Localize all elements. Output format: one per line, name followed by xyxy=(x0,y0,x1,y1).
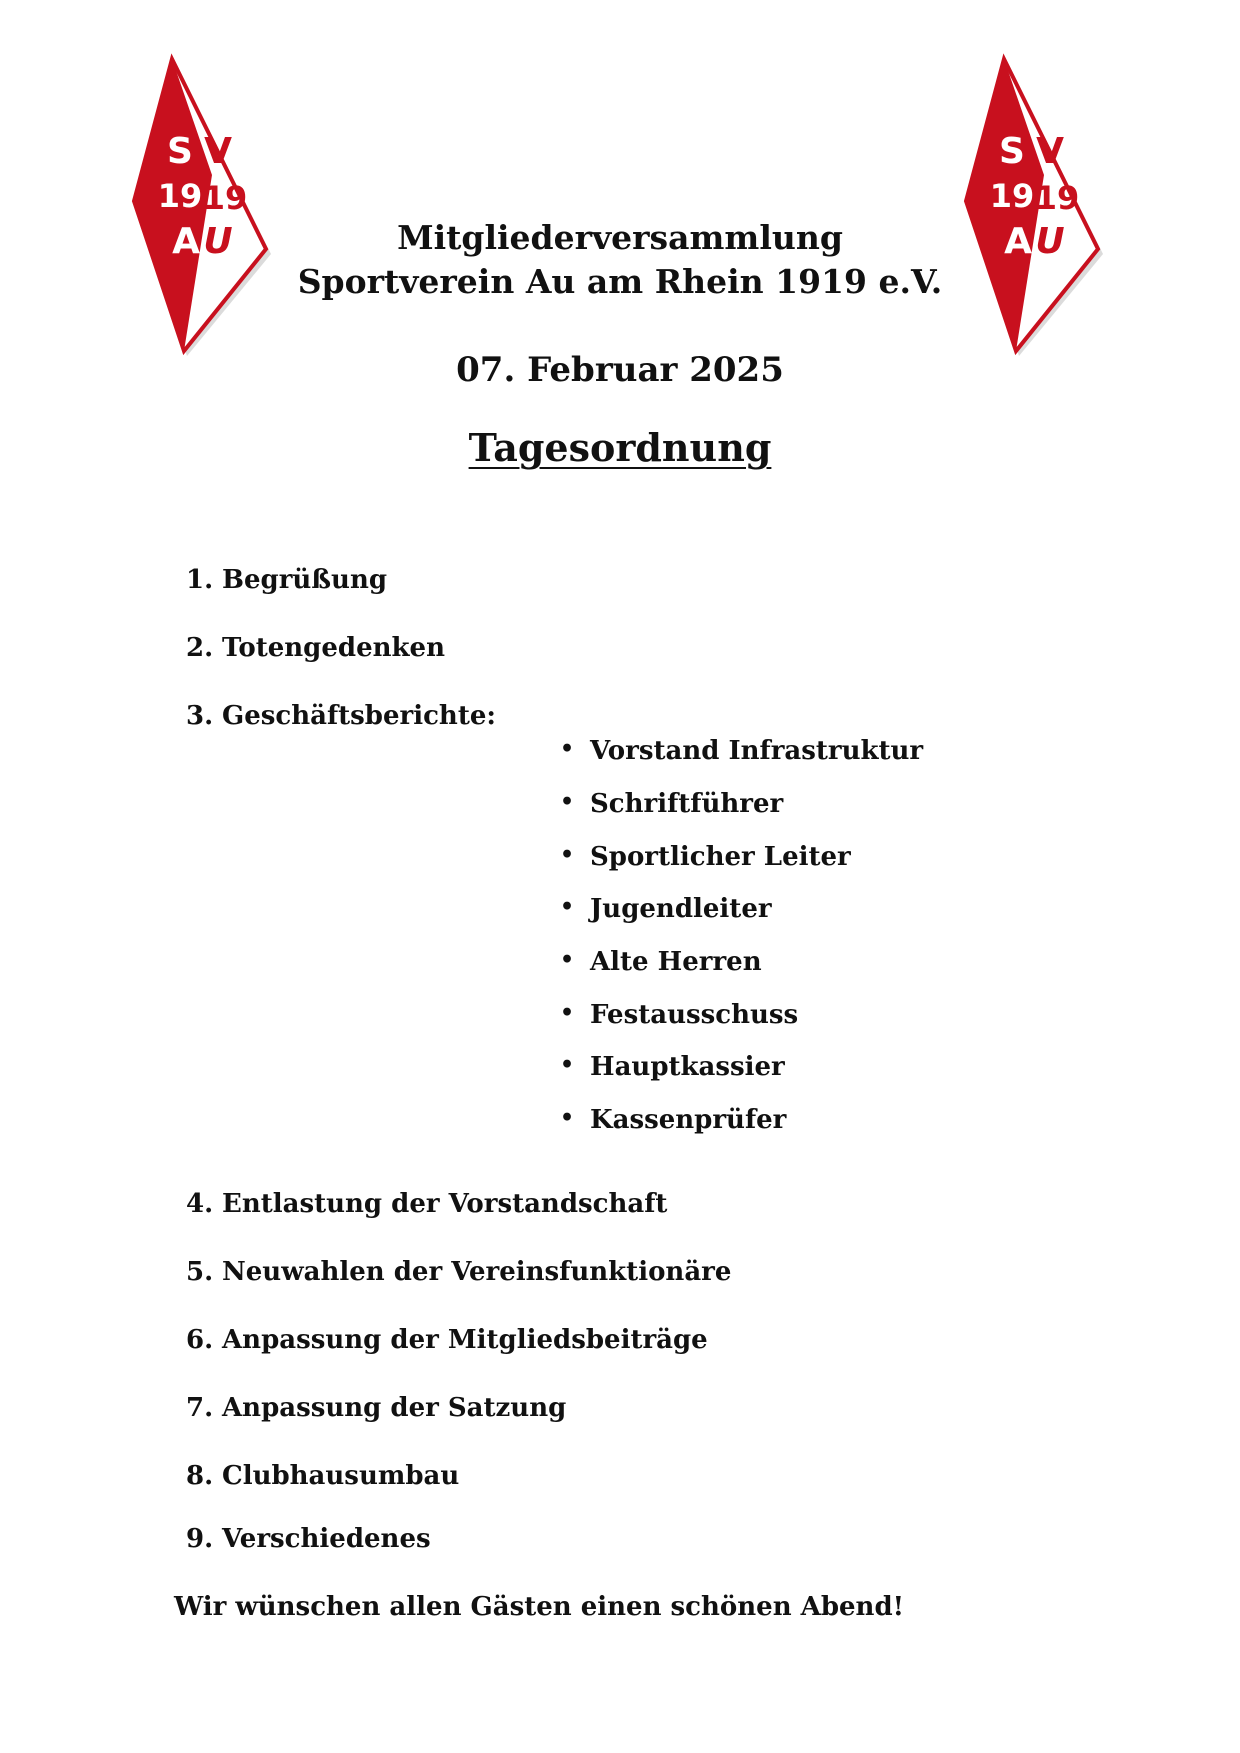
agenda-item xyxy=(186,633,445,663)
agenda-item xyxy=(186,1524,431,1554)
agenda-item-label: Anpassung der Mitgliedsbeiträge xyxy=(222,1325,708,1355)
meeting-date: 07. Februar 2025 xyxy=(456,350,784,390)
agenda-item-label: Neuwahlen der Vereinsfunktionäre xyxy=(222,1257,732,1287)
report-list-label: Kassenprüfer xyxy=(590,1105,787,1135)
agenda-item xyxy=(186,1189,667,1219)
logo-year-right: 19 xyxy=(202,179,248,217)
agenda-item-number: 5. xyxy=(186,1257,214,1287)
agenda-item-number: 6. xyxy=(186,1325,214,1355)
bullet-icon: • xyxy=(560,1052,575,1078)
logo-year-left: 19 xyxy=(157,177,203,215)
agenda-item-number: 2. xyxy=(186,633,214,663)
agenda-item-label: Verschiedenes xyxy=(222,1524,431,1554)
agenda-item-label: Entlastung der Vorstandschaft xyxy=(222,1189,668,1219)
bullet-icon: • xyxy=(560,1105,575,1131)
agenda-item xyxy=(186,1461,459,1491)
logo-letter-a: A xyxy=(1004,221,1032,262)
agenda-item-number: 8. xyxy=(186,1461,214,1491)
club-logo-emblem-left xyxy=(128,55,288,355)
report-list-label: Hauptkassier xyxy=(590,1052,785,1082)
club-name: Sportverein Au am Rhein 1919 e.V. xyxy=(297,262,943,301)
agenda-item xyxy=(186,565,387,595)
report-list-label: Festausschuss xyxy=(590,1000,799,1030)
agenda-item xyxy=(186,701,496,731)
club-logo-left xyxy=(128,55,288,355)
agenda-item-label: Totengedenken xyxy=(222,633,445,663)
bullet-icon: • xyxy=(560,789,575,815)
club-logo-right xyxy=(960,55,1120,355)
agenda-item xyxy=(186,1393,566,1423)
agenda-item-number: 4. xyxy=(186,1189,214,1219)
agenda-item-label: Geschäftsberichte: xyxy=(222,701,496,731)
bullet-icon: • xyxy=(560,736,575,762)
report-list-label: Vorstand Infrastruktur xyxy=(590,736,924,766)
agenda-item-label: Begrüßung xyxy=(222,565,388,595)
report-list-label: Schriftführer xyxy=(590,789,784,819)
meeting-title: Mitgliederversammlung xyxy=(397,218,843,257)
logo-letter-v: V xyxy=(204,131,232,172)
logo-letter-u: U xyxy=(203,221,233,262)
report-list-label: Sportlicher Leiter xyxy=(590,842,851,872)
logo-year-right: 19 xyxy=(1034,179,1080,217)
bullet-icon: • xyxy=(560,894,575,920)
bullet-icon: • xyxy=(560,947,575,973)
bullet-icon: • xyxy=(560,842,575,868)
agenda-item xyxy=(186,1257,731,1287)
logo-letter-u: U xyxy=(1035,221,1065,262)
agenda-item-number: 1. xyxy=(186,565,214,595)
closing-message: Wir wünschen allen Gästen einen schönen Abend! xyxy=(174,1592,905,1622)
agenda-item-label: Anpassung der Satzung xyxy=(222,1393,567,1423)
agenda-item-number: 3. xyxy=(186,701,214,731)
logo-letter-a: A xyxy=(172,221,200,262)
agenda-item-number: 7. xyxy=(186,1393,214,1423)
agenda-heading: Tagesordnung xyxy=(468,425,772,470)
agenda-item xyxy=(186,1325,708,1355)
report-list-label: Jugendleiter xyxy=(590,894,772,924)
report-list-label: Alte Herren xyxy=(590,947,762,977)
logo-letter-s: S xyxy=(999,131,1025,172)
club-logo-emblem-right xyxy=(960,55,1120,355)
bullet-icon: • xyxy=(560,1000,575,1026)
logo-year-left: 19 xyxy=(989,177,1035,215)
logo-letter-v: V xyxy=(1036,131,1064,172)
agenda-item-label: Clubhausumbau xyxy=(222,1461,460,1491)
logo-letter-s: S xyxy=(167,131,193,172)
agenda-item-number: 9. xyxy=(186,1524,214,1554)
